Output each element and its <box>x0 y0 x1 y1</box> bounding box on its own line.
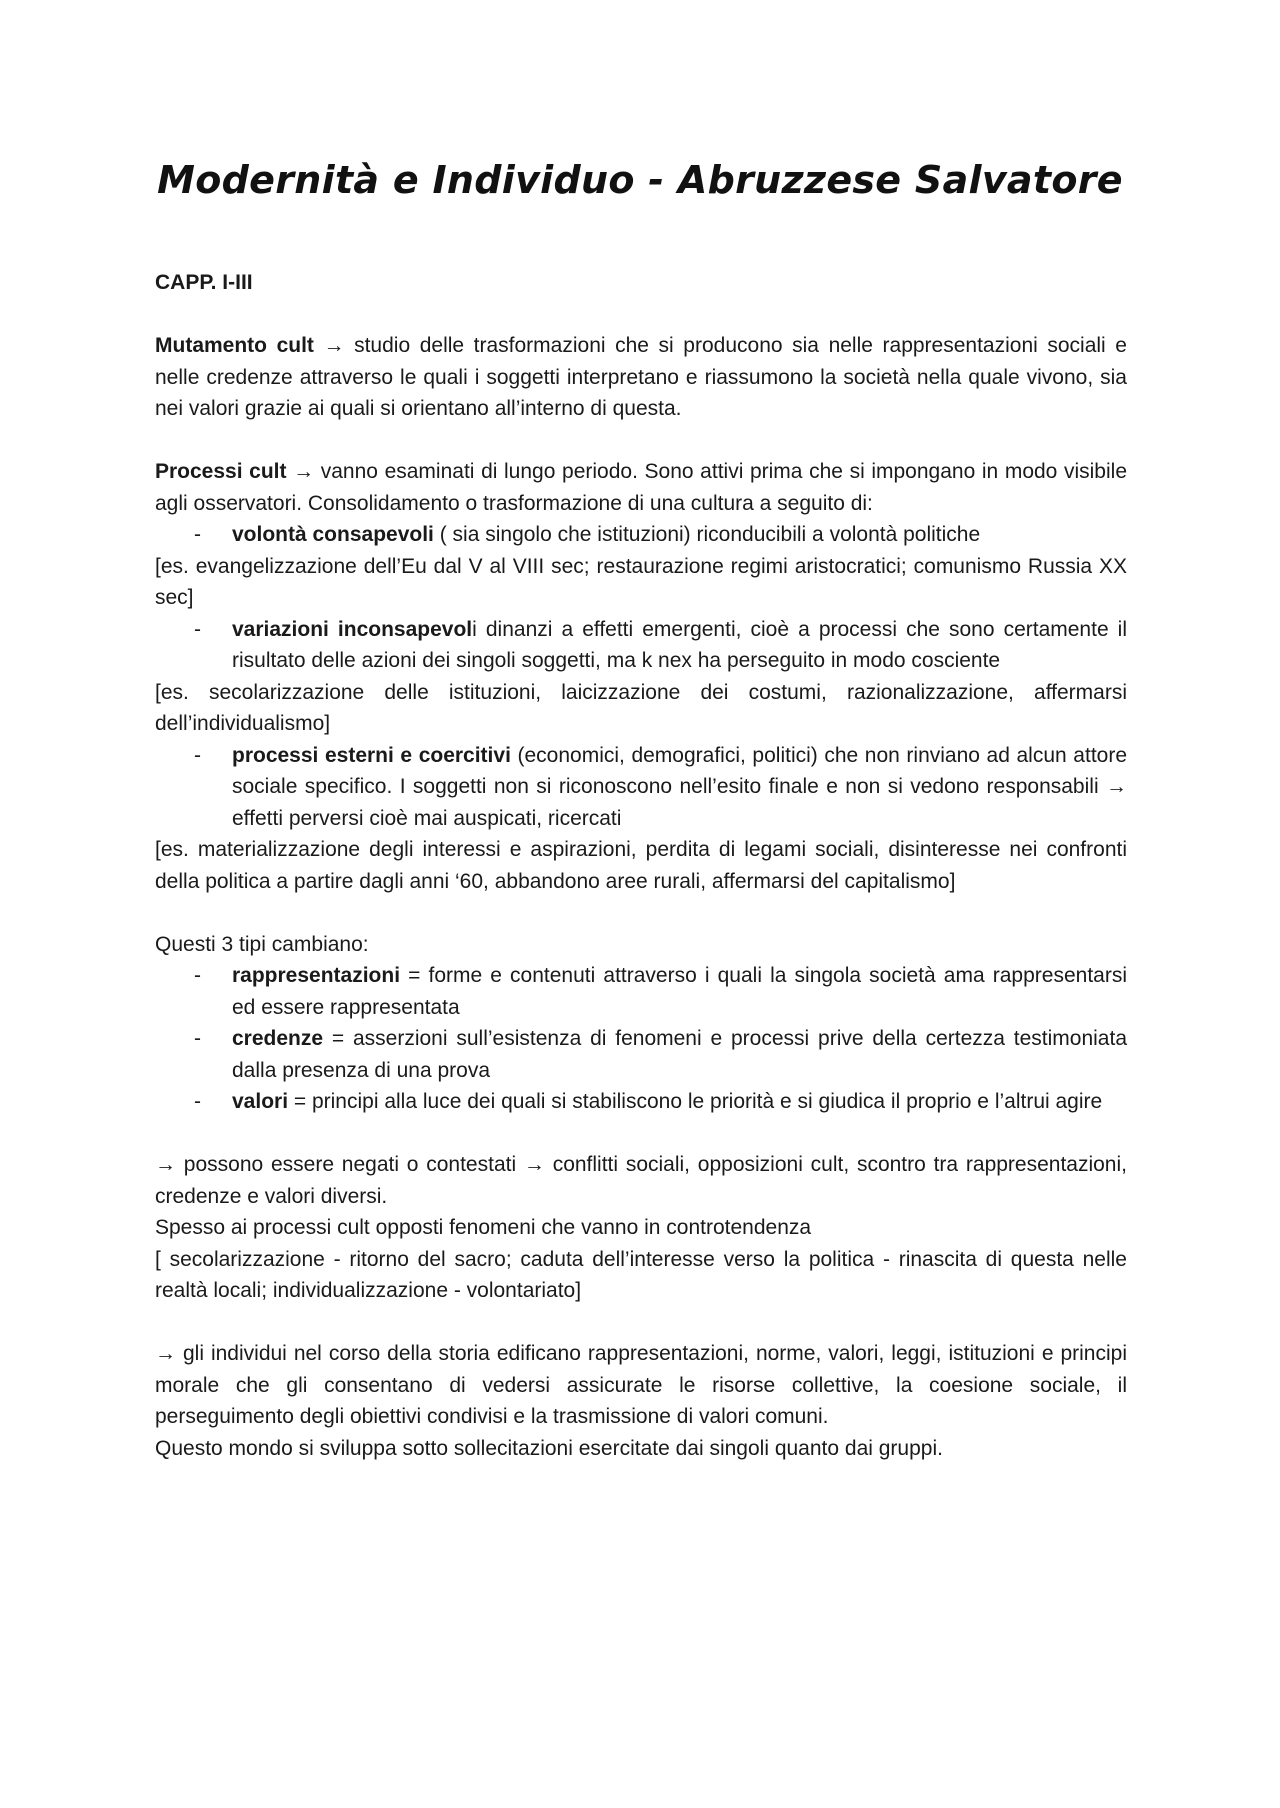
paragraph-individui: → gli individui nel corso della storia edificano rappresentazioni, norme, valori, leggi, istituzioni e principi morale che gli consentano di vedersi assicurate le risorse collettive, la coesione sociale, il perseguimento degli obiettivi condivisi e la trasmissione di valori comuni. <box>155 1342 1127 1428</box>
list-item-text: (economici, demografici, politici) che non rinviano ad alcun attore sociale specifico. I soggetti non si riconoscono nell’esito finale e non si vedono responsabili → effetti perversi cioè mai auspicati, ricercati <box>232 743 1127 830</box>
list-item <box>155 740 1127 835</box>
list-item <box>155 1023 1127 1086</box>
list-tipi <box>155 960 1127 1118</box>
paragraph-processi <box>155 456 1127 519</box>
list-item <box>155 519 1127 551</box>
paragraph-conflitti: → possono essere negati o contestati → conflitti sociali, opposizioni cult, scontro tra rappresentazioni, credenze e valori diversi. <box>155 1153 1127 1208</box>
list-item-text: i dinanzi a effetti emergenti, cioè a processi che sono certamente il risultato delle azioni dei singoli soggetti, ma k nex ha perseguito in modo cosciente <box>232 617 1128 672</box>
list-variazioni <box>155 614 1127 677</box>
list-item-term: valori <box>232 1090 289 1113</box>
example-2: [es. secolarizzazione delle istituzioni, laicizzazione dei costumi, razionalizzazione, affermarsi dell’individualismo] <box>155 680 1127 735</box>
term-processi: Processi cult <box>155 460 287 483</box>
list-item <box>155 614 1127 677</box>
list-item-term: volontà consapevoli <box>232 523 434 546</box>
paragraph-mondo: Questo mondo si sviluppa sotto sollecitazioni esercitate dai singoli quanto dai gruppi. <box>155 1436 943 1460</box>
paragraph-text: → vanno esaminati di lungo periodo. Sono attivi prima che si impongano in modo visibile agli osservatori. Consolidamento o trasformazione di una cultura a seguito di: <box>155 460 1127 515</box>
spacer <box>155 1118 1127 1150</box>
list-processi-esterni <box>155 740 1127 835</box>
list-item-term: credenze <box>232 1027 324 1050</box>
list-item-text: ( sia singolo che istituzioni) riconducibili a volontà politiche <box>433 523 981 546</box>
paragraph-esempi: [ secolarizzazione - ritorno del sacro; caduta dell’interesse verso la politica - rinascita di questa nelle realtà locali; individualizzazione - volontariato] <box>155 1247 1127 1302</box>
spacer <box>155 425 1127 457</box>
chapter-heading: CAPP. I-III <box>155 271 253 294</box>
list-item-term: variazioni inconsapevol <box>232 617 473 641</box>
term-mutamento: Mutamento cult <box>155 334 314 357</box>
spacer <box>155 299 1127 331</box>
list-item-text: = asserzioni sull’esistenza di fenomeni e processi prive della certezza testimoniata dalla presenza di una prova <box>232 1027 1127 1082</box>
spacer <box>155 1307 1127 1339</box>
paragraph-controtendenza: Spesso ai processi cult opposti fenomeni che vanno in controtendenza <box>155 1216 812 1239</box>
example-3: [es. materializzazione degli interessi e aspirazioni, perdita di legami sociali, disinteresse nei confronti della politica a partire dagli anni ‘60, abbandono aree rurali, affermarsi del capitalismo] <box>155 838 1127 893</box>
list-item-text: = forme e contenuti attraverso i quali la singola società ama rappresentarsi ed essere rappresentata <box>232 964 1127 1019</box>
example-1: [es. evangelizzazione dell’Eu dal V al VIII sec; restaurazione regimi aristocratici; comunismo Russia XX sec] <box>155 554 1127 609</box>
list-item <box>155 960 1127 1023</box>
list-item-term: rappresentazioni <box>232 964 401 987</box>
paragraph-mutamento <box>155 330 1127 425</box>
paragraph-tipi: Questi 3 tipi cambiano: <box>155 932 369 956</box>
document-body <box>155 267 1127 1464</box>
spacer <box>155 897 1127 929</box>
list-item-text: = principi alla luce dei quali si stabiliscono le priorità e si giudica il proprio e l’altrui agire <box>288 1090 1103 1113</box>
paragraph-text: → studio delle trasformazioni che si producono sia nelle rappresentazioni sociali e nelle credenze attraverso le quali i soggetti interpretano e riassumono la società nella quale vivono, sia nei valori grazie ai quali si orientano all’interno di questa. <box>155 334 1127 420</box>
list-item-term: processi esterni e coercitivi <box>232 743 511 767</box>
document-title: Modernità e Individuo - Abruzzese Salvatore <box>157 158 1123 202</box>
list-item <box>155 1086 1127 1118</box>
list-volonta <box>155 519 1127 551</box>
